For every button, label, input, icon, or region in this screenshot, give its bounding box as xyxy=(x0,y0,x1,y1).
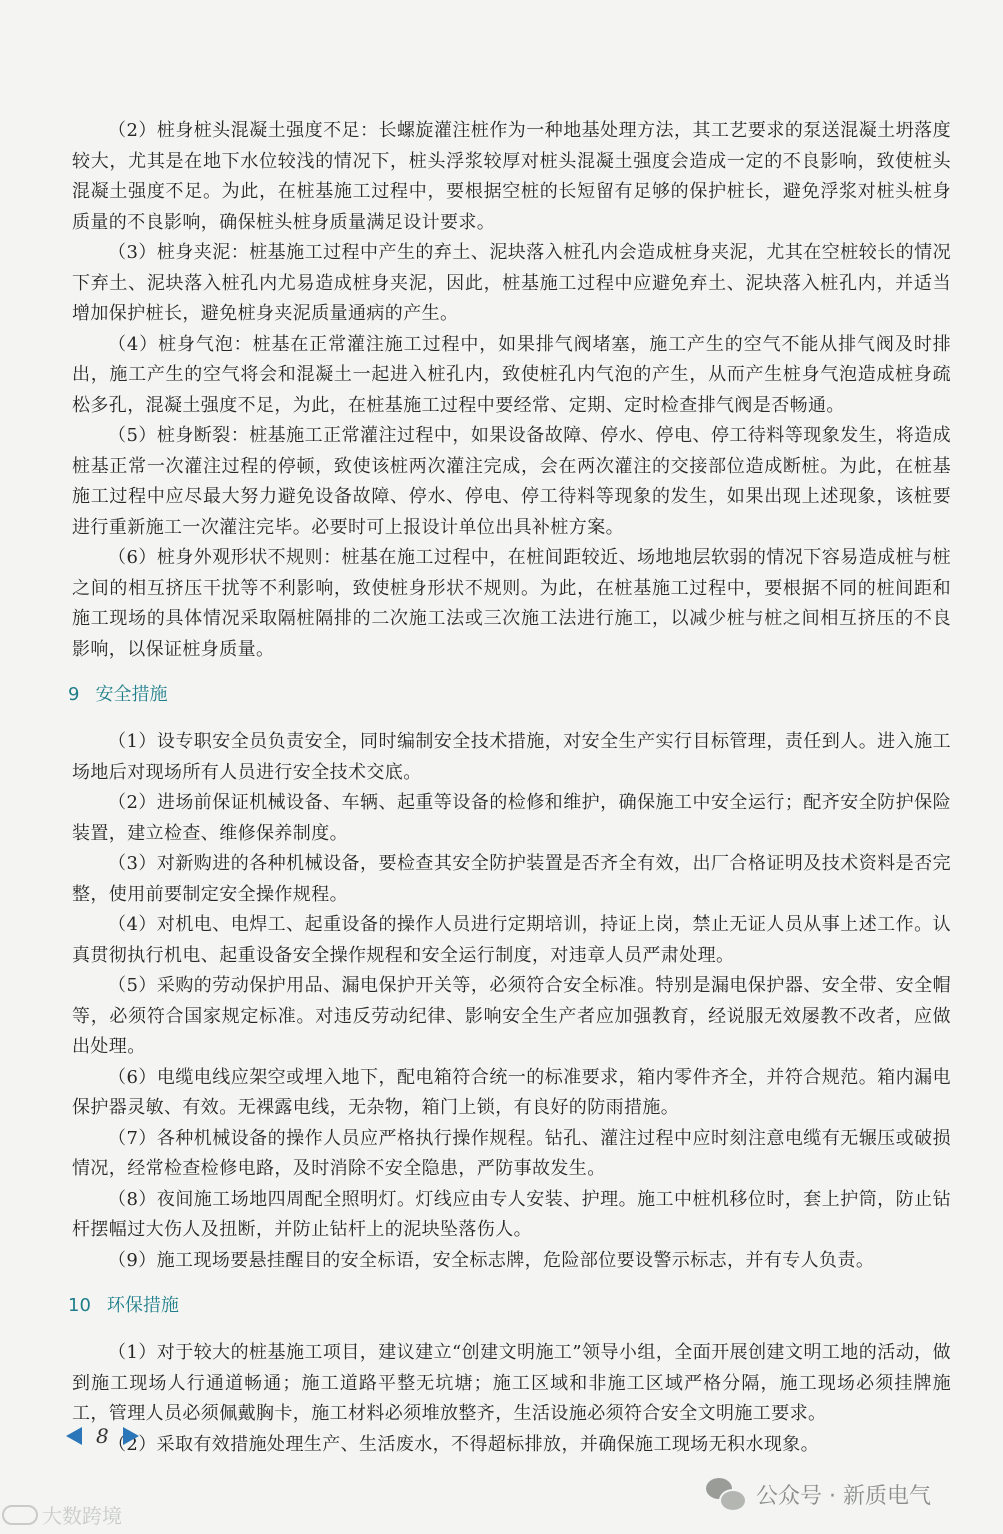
paragraph: （7）各种机械设备的操作人员应严格执行操作规程。钻孔、灌注过程中应时刻注意电缆有无辗压或破损情况，经常检查检修电路，及时消除不安全隐患，严防事故发生。 xyxy=(72,1127,951,1179)
page-footer xyxy=(66,1424,139,1448)
watermark-left-text: 大数跨境 xyxy=(42,1504,122,1528)
watermark-logo-icon xyxy=(2,1505,38,1525)
paragraph: （3）桩身夹泥：桩基施工过程中产生的弃土、泥块落入桩孔内会造成桩身夹泥，尤其在空桩较长的情况下弃土、泥块落入桩孔内尤易造成桩身夹泥，因此，桩基施工过程中应避免弃土、泥块落入桩孔内，并适当增加保护桩长，避免桩身夹泥质量通病的产生。 xyxy=(72,242,951,324)
paragraph: （8）夜间施工场地四周配全照明灯。灯线应由专人安装、护理。施工中桩机移位时，套上护筒，防止钻杆摆幅过大伤人及扭断，并防止钻杆上的泥块坠落伤人。 xyxy=(72,1188,951,1240)
paragraph: （2）进场前保证机械设备、车辆、起重等设备的检修和维护，确保施工中安全运行；配齐安全防护保险装置，建立检查、维修保养制度。 xyxy=(72,792,951,844)
section-heading-9 xyxy=(68,679,951,711)
paragraph: （1）设专职安全员负责安全，同时编制安全技术措施，对安全生产实行目标管理，责任到人。进入施工场地后对现场所有人员进行安全技术交底。 xyxy=(72,731,951,783)
section-heading-10 xyxy=(68,1290,951,1322)
section-title: 安全措施 xyxy=(95,684,168,705)
paragraph: （4）桩身气泡：桩基在正常灌注施工过程中，如果排气阀堵塞，施工产生的空气不能从排气阀及时排出，施工产生的空气将会和混凝土一起进入桩孔内，致使桩孔内气泡的产生，从而产生桩身气泡造成桩身疏松多孔，混凝土强度不足，为此，在桩基施工过程中要经常、定期、定时检查排气阀是否畅通。 xyxy=(72,333,951,416)
paragraph: （4）对机电、电焊工、起重设备的操作人员进行定期培训，持证上岗，禁止无证人员从事上述工作。认真贯彻执行机电、起重设备安全操作规程和安全运行制度，对违章人员严肃处理。 xyxy=(72,914,951,966)
previous-page-arrow-icon[interactable] xyxy=(66,1427,82,1445)
paragraph: （2）采取有效措施处理生产、生活废水，不得超标排放，并确保施工现场无积水现象。 xyxy=(108,1433,820,1455)
section-number: 9 xyxy=(68,684,80,705)
watermark-right xyxy=(706,1478,931,1510)
next-page-arrow-icon[interactable] xyxy=(123,1427,139,1445)
paragraph: （9）施工现场要悬挂醒目的安全标语，安全标志牌，危险部位要设警示标志，并有专人负责。 xyxy=(108,1249,875,1271)
section-title: 环保措施 xyxy=(106,1295,179,1316)
page-number: 8 xyxy=(96,1424,109,1448)
paragraph: （1）对于较大的桩基施工项目，建议建立“创建文明施工”领导小组，全面开展创建文明工地的活动，做到施工现场人行通道畅通；施工道路平整无坑塘；施工区域和非施工区域严格分隔，施工现场必须挂牌施工，管理人员必须佩戴胸卡，施工材料必须堆放整齐，生活设施必须符合安全文明施工要求。 xyxy=(72,1342,951,1424)
paragraph: （3）对新购进的各种机械设备，要检查其安全防护装置是否齐全有效，出厂合格证明及技术资料是否完整，使用前要制定安全操作规程。 xyxy=(72,853,951,905)
paragraph: （5）桩身断裂：桩基施工正常灌注过程中，如果设备故障、停水、停电、停工待料等现象发生，将造成桩基正常一次灌注过程的停顿，致使该桩两次灌注完成，会在两次灌注的交接部位造成断桩。为此，在桩基施工过程中应尽最大努力避免设备故障、停水、停电、停工待料等现象的发生，如果出现上述现象，该桩要进行重新施工一次灌注完毕。必要时可上报设计单位出具补桩方案。 xyxy=(72,425,951,538)
watermark-left xyxy=(2,1500,122,1529)
wechat-icon xyxy=(706,1478,746,1510)
paragraph: （6）桩身外观形状不规则：桩基在施工过程中，在桩间距较近、场地地层软弱的情况下容易造成桩与桩之间的相互挤压干扰等不利影响，致使桩身形状不规则。为此，在桩基施工过程中，要根据不同的桩间距和施工现场的具体情况采取隔桩隔排的二次施工法或三次施工法进行施工，以减少桩与桩之间相互挤压的不良影响，以保证桩身质量。 xyxy=(72,547,951,660)
paragraph: （2）桩身桩头混凝土强度不足：长螺旋灌注桩作为一种地基处理方法，其工艺要求的泵送混凝土坍落度较大，尤其是在地下水位较浅的情况下，桩头浮浆较厚对桩头混凝土强度会造成一定的不良影响，致使桩头混凝土强度不足。为此，在桩基施工过程中，要根据空桩的长短留有足够的保护桩长，避免浮浆对桩头桩身质量的不良影响，确保桩头桩身质量满足设计要求。 xyxy=(72,120,951,233)
paragraph: （6）电缆电线应架空或埋入地下，配电箱符合统一的标准要求，箱内零件齐全，并符合规范。箱内漏电保护器灵敏、有效。无裸露电线，无杂物，箱门上锁，有良好的防雨措施。 xyxy=(72,1066,951,1118)
section-number: 10 xyxy=(68,1295,91,1316)
watermark-right-text: 公众号 · 新质电气 xyxy=(756,1483,931,1509)
paragraph: （5）采购的劳动保护用品、漏电保护开关等，必须符合安全标准。特别是漏电保护器、安全带、安全帽等，必须符合国家规定标准。对违反劳动纪律、影响安全生产者应加强教育，经说服无效屡教不改者，应做出处理。 xyxy=(72,975,951,1057)
